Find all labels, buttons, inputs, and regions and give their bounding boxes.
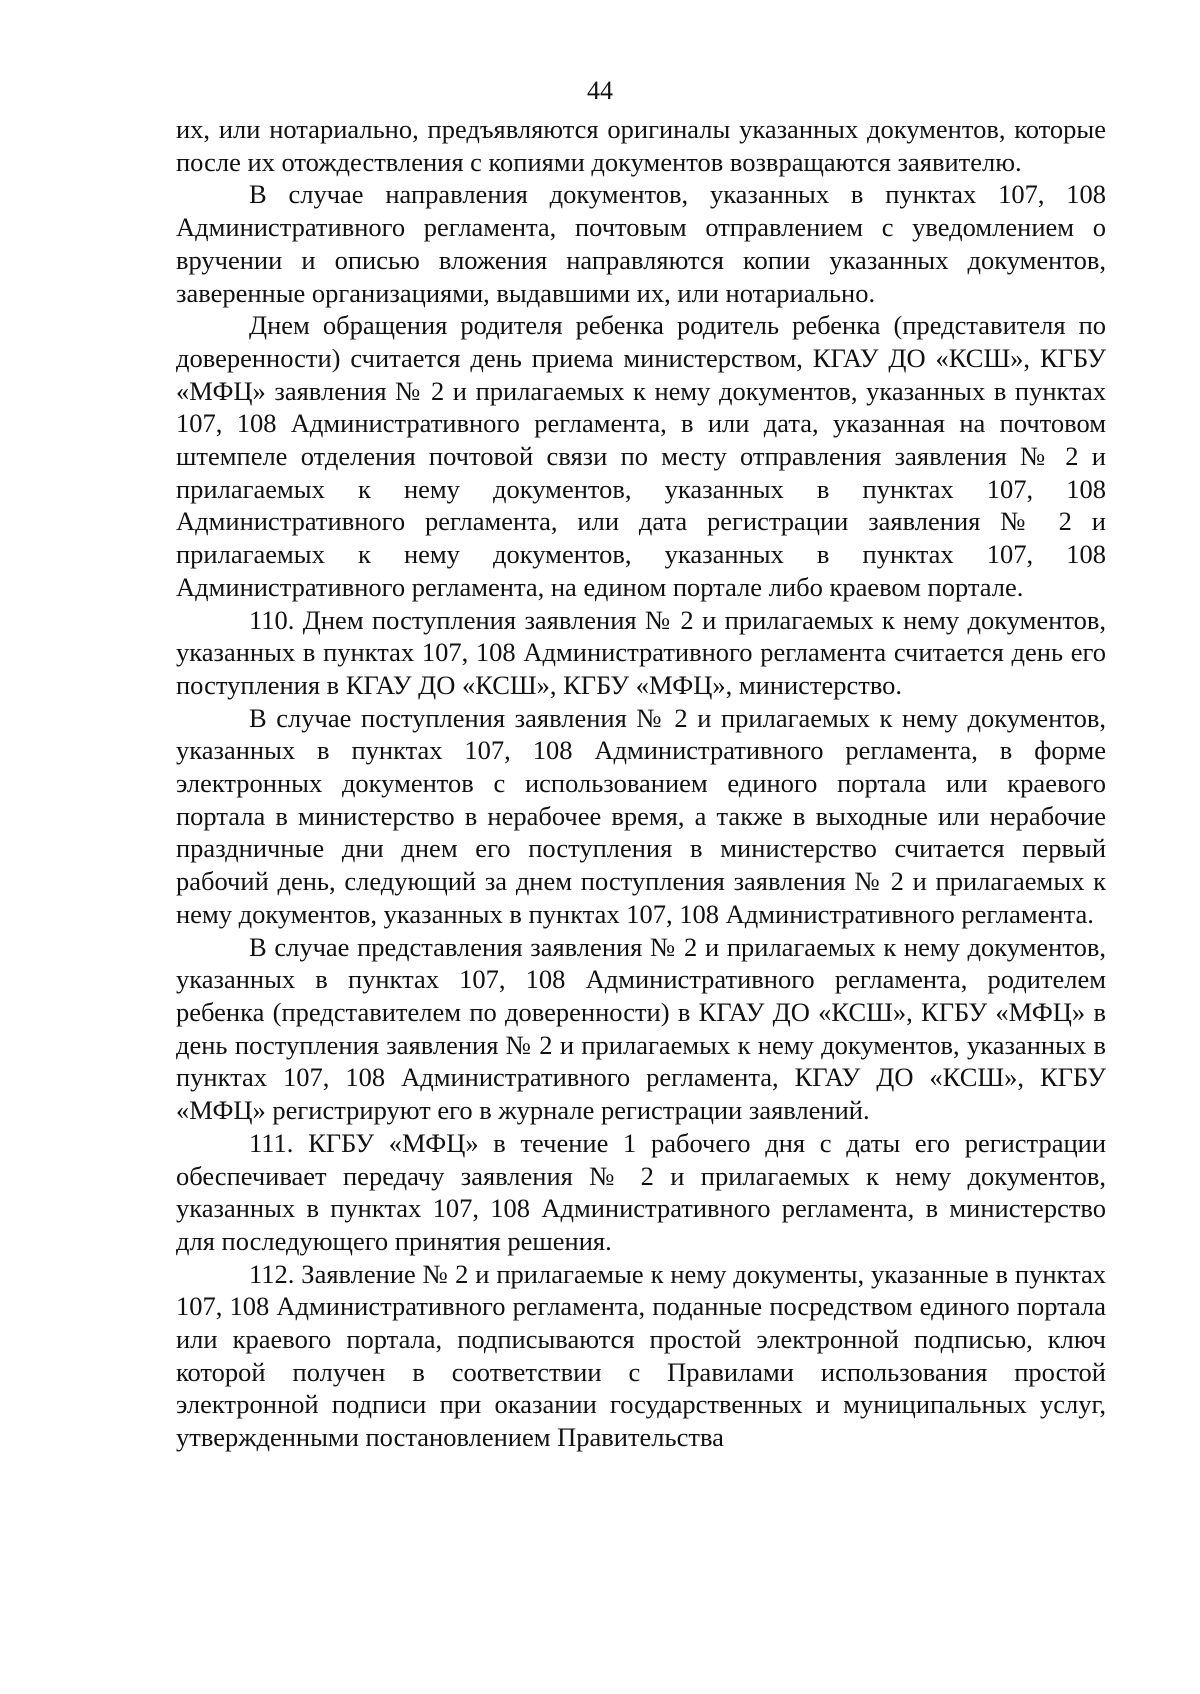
paragraph-in-person-submission: В случае представления заявления № 2 и прилагаемых к нему документов, указанных в пунктах 107, 108 Административного регламента, родителем ребенка (представителем по доверенности) в КГАУ ДО «КСШ», КГБУ «МФЦ» в день поступления заявления № 2 и прилагаемых к нему документов, указанных в пунктах 107, 108 Административного регламента, КГАУ ДО «КСШ», КГБУ «МФЦ» регистрируют его в журнале регистрации заявлений.: [176, 931, 1106, 1126]
paragraph-postal-submission: В случае направления документов, указанных в пунктах 107, 108 Административного регламента, почтовым отправлением с уведомлением о вручении и описью вложения направляются копии указанных документов, заверенные организациями, выдавшими их, или нотариально.: [176, 179, 1106, 308]
page-number: 44: [587, 76, 613, 105]
paragraph-electronic-submission: В случае поступления заявления № 2 и прилагаемых к нему документов, указанных в пунктах 107, 108 Административного регламента, в форме электронных документов с использованием единого портала или краевого портала в министерство в нерабочее время, а также в выходные или нерабочие праздничные дни днем его поступления в министерство считается первый рабочий день, следующий за днем поступления заявления № 2 и прилагаемых к нему документов, указанных в пунктах 107, 108 Административного регламента.: [176, 702, 1106, 929]
paragraph-clause-111: 111. КГБУ «МФЦ» в течение 1 рабочего дня с даты его регистрации обеспечивает передачу заявления № 2 и прилагаемых к нему документов, указанных в пунктах 107, 108 Административного регламента, в министерство для последующего принятия решения.: [176, 1127, 1106, 1256]
paragraph-clause-112: 112. Заявление № 2 и прилагаемые к нему документы, указанные в пунктах 107, 108 Административного регламента, поданные посредством единого портала или краевого портала, подписываются простой электронной подписью, ключ которой получен в соответствии с Правилами использования простой электронной подписи при оказании государственных и муниципальных услуг, утвержденными постановлением Правительства: [176, 1258, 1106, 1453]
paragraph-application-day: Днем обращения родителя ребенка родитель ребенка (представителя по доверенности) считается день приема министерством, КГАУ ДО «КСШ», КГБУ «МФЦ» заявления № 2 и прилагаемых к нему документов, указанных в пунктах 107, 108 Административного регламента, в или дата, указанная на почтовом штемпеле отделения почтовой связи по месту отправления заявления № 2 и прилагаемых к нему документов, указанных в пунктах 107, 108 Административного регламента, или дата регистрации заявления № 2 и прилагаемых к нему документов, указанных в пунктах 107, 108 Административного регламента, на едином портале либо краевом портале.: [176, 310, 1106, 602]
document-body: [176, 113, 1106, 1454]
paragraph-continuation: их, или нотариально, предъявляются оригиналы указанных документов, которые после их отождествления с копиями документов возвращаются заявителю.: [176, 114, 1106, 177]
paragraph-clause-110: 110. Днем поступления заявления № 2 и прилагаемых к нему документов, указанных в пунктах 107, 108 Административного регламента считается день его поступления в КГАУ ДО «КСШ», КГБУ «МФЦ», министерство.: [176, 604, 1106, 700]
